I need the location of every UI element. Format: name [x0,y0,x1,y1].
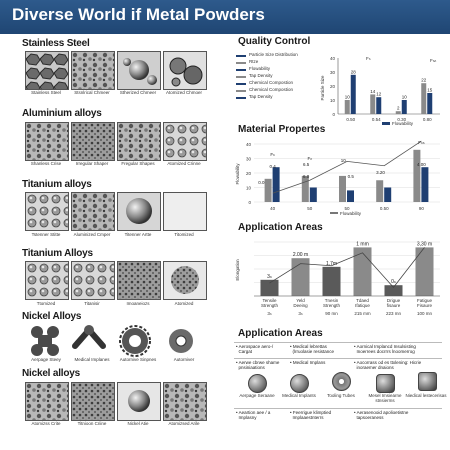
data-label: 3.20 [376,170,385,175]
data-label: 0ₙ [391,279,396,286]
bullet: • Aocorrass od es ttxlening: Hicrie inoraemer dnaions [354,360,422,370]
y-tick-label: 40 [245,142,251,147]
image-caption: Stsnlrical Chmeer [74,90,110,95]
bar [347,190,354,202]
data-label: 3,30 m [416,241,433,248]
bar [323,267,341,296]
x-sub-label: 223 mn [385,311,402,316]
automotive-part-2 [169,329,193,353]
image-caption: Nickel Atie [127,421,149,426]
medical-implant-icon [290,374,309,393]
data-label: 0.5 [347,174,354,179]
x-tick-label: Fatigue [416,298,433,303]
section-heading-nickel-alloys-2: Nickel alloys [22,368,80,379]
powder-image [25,382,69,421]
image-caption: Titenner Artte [124,232,152,237]
application-areas-heading-2: Application Areas [238,328,323,339]
powder-image [25,122,69,161]
bar [351,75,356,114]
top-label: Fₙₙ [430,58,437,63]
data-label: 0.0 [258,180,265,185]
image-caption: Atomized Crinne [167,161,201,166]
image-caption: Atomizss Crite [31,421,61,426]
section-heading-aluminium-alloys: Aluminium alloys [22,108,102,119]
x-sub-label: 90 mn [325,311,338,316]
x-tick-label: Tdaed [356,298,369,303]
image-caption: Tstenner Stitte [31,232,61,237]
y-axis-label: Elongation [235,259,240,281]
medical-device-icon [418,372,437,391]
app-label: Medical Implants [282,393,316,398]
y-tick-label: 0 [248,200,251,205]
x-tick-label: 50 [307,206,313,211]
bar [265,179,272,202]
data-label: 1 mm [356,241,369,248]
bar [421,83,426,114]
bullet: • Feerrigue klimptied Implaaestnterrs [290,410,332,420]
data-label: 10 [340,158,346,163]
powder-image [117,192,161,231]
data-label: 22 [421,77,427,83]
app-label: Mesel Imsiearne stnsierms [368,393,402,403]
image-caption: Irregular Shaper [75,161,109,166]
legend-swatch [330,212,338,214]
y-axis-label: Flowability [235,163,240,185]
section-heading-titanium-alloys-2: Titanium Alloys [22,248,93,259]
x-tick-label: 0.50 [346,117,356,122]
bullet: • Aeartion aee / a Implasny [236,410,271,420]
bar [416,247,434,296]
info-panel [226,34,450,450]
bar [421,167,428,202]
data-label: 3ₙ [267,273,272,280]
y-tick-label: 10 [245,185,251,191]
image-caption: Fregular Shapes [121,161,155,166]
bar [413,150,420,202]
page-title: Diverse World if Metal Powders [12,5,265,24]
y-tick-label: 20 [329,84,335,89]
powder-image [117,261,161,300]
x-sub-label: 3ₙ [298,311,303,316]
top-label: Fₙ [307,156,313,161]
automotive-part [120,326,150,356]
powder-image [117,382,161,421]
bullet: • Medical lebrettas (lrruolasie resistance [290,344,335,354]
powder-image [25,51,69,90]
data-label: 10 [401,94,407,100]
section-heading-titanium-alloys: Titanium alloys [22,179,92,190]
tooling-icon [332,372,351,391]
data-label: 0.4 [269,164,276,169]
powder-image [117,51,161,90]
x-tick-label: Drigue [386,298,401,303]
trend-line [273,141,422,193]
data-label: 12 [376,91,382,97]
x-tick-label: 0.30 [397,117,407,122]
image-caption: Titomized [174,232,194,237]
data-label: 4.00 [417,162,426,167]
powder-gallery [0,34,226,450]
aerospace-part [31,326,59,356]
bullet: • Aerwe cbrwe shame pnsiniaations [236,360,280,370]
divider [234,408,442,409]
x-tick-label: Yeld [296,298,305,303]
image-caption: Aerpage Steey [31,357,61,362]
x-sub-label: 100 mn [416,311,433,316]
x-tick-label: 90 [418,206,424,211]
bar [376,180,383,202]
app-label: Aerpage Seraane [239,393,275,398]
powder-image [25,192,69,231]
x-sub-label: 215 mm [354,311,371,316]
legend-label: Flowability [392,121,414,126]
metal-implant-icon [376,374,395,393]
image-caption: Atomized Chmoer [165,90,202,95]
legend-label: Flowability [340,211,362,216]
section-heading-stainless-steel: Stainless Steel [22,38,90,49]
x-tick-label: 0.54 [371,117,381,122]
x-tick-label: Fisaure [416,303,433,308]
material-properties-heading: Material Propertes [238,124,326,135]
data-label: 14 [370,88,376,94]
bar [339,176,346,202]
x-tick-label: 0.80 [422,117,432,122]
y-tick-label: 20 [245,171,251,176]
app-label: Niedical lestecerisas [405,393,447,398]
x-tick-label: 50 [344,206,350,211]
bar [384,188,391,203]
aerospace-icon [248,374,267,393]
legend-label: Particle Size Distribution [249,52,298,57]
x-tick-label: Strength [260,303,279,308]
data-label: 2.00 m [292,252,309,259]
x-tick-label: Tensile [262,298,277,303]
x-tick-label: 40 [270,206,276,211]
bar [273,167,280,202]
powder-image [163,192,207,231]
bullet: • Aerasenooid apolioetistne tapsoeraness [354,410,409,420]
legend-label: Tap Density [249,73,273,78]
data-label: 2 [396,105,400,111]
y-tick-label: 0 [332,112,335,117]
x-tick-label: fisaure [386,303,401,308]
image-caption: Stherized Chmeer [119,90,157,95]
bar [396,111,401,114]
data-label: 10 [344,94,350,100]
bar [427,93,432,114]
image-caption: Ttomized [36,301,56,306]
bullet: • Aerospace aero-/ Cargat [236,344,274,354]
material-chart [234,138,444,220]
x-tick-label: 0.50 [379,206,389,211]
bar [370,94,375,114]
image-caption: Autorniver [173,357,195,362]
y-tick-label: 30 [245,156,251,162]
powder-image [163,261,207,300]
image-caption: Aluminized Cmper [73,232,111,237]
bar [310,188,317,203]
section-heading-nickel-alloys: Nickel Alloys [22,311,82,322]
bar [376,97,381,114]
y-tick-label: 10 [329,98,335,103]
powder-image [117,122,161,161]
image-caption: Medical Implanes [74,357,110,362]
top-label: Fₙₙ [418,140,425,145]
legend-label: Chemical Compostion [249,80,294,85]
image-caption: Stainless Steel [31,90,61,95]
image-caption: Atomizsed Arile [168,421,200,426]
legend-label: Tap Density [249,94,273,99]
powder-image [71,382,115,421]
image-caption: Titanisir [84,301,100,306]
powder-image [71,192,115,231]
medical-part [75,325,103,346]
top-label: Fₙ [366,56,371,61]
application-chart [234,236,444,320]
application-areas-heading: Application Areas [238,222,323,233]
image-caption: Atomized [174,301,194,306]
quality-legend [236,52,318,101]
x-tick-label: Deeing [293,303,308,308]
legend-label: Flowability [249,66,271,71]
divider [234,342,442,343]
x-tick-label: Strength [322,303,341,308]
x-tick-label: Ifatique [355,303,370,308]
x-tick-label: Tnesin [324,298,339,303]
y-axis-label: Particle Size [320,75,325,101]
data-label: 28 [350,69,356,75]
bullet: • Aornical Implancd Insulsisting Inoerrees docrrrs lnoomerrog [354,344,416,354]
image-caption: Imoaneiozs [126,301,150,306]
top-label: Fₙ [270,152,275,157]
powder-image [71,51,115,90]
quality-chart [320,48,444,132]
bar [354,247,372,296]
bar [261,280,279,296]
powder-image [163,382,207,421]
powder-image [25,261,69,300]
y-tick-label: 40 [329,56,335,61]
app-label: Tooling Tubes [327,393,355,398]
quality-control-heading: Quality Control [238,36,311,47]
legend-swatch [382,122,390,125]
powder-image [71,261,115,300]
bar [345,100,350,114]
powder-image [71,122,115,161]
bullet: • Medical Implans [290,360,326,365]
powder-image [163,51,207,90]
image-caption: Titnioon Criine [77,421,107,426]
x-sub-label: 3ₙ [267,311,272,316]
data-label: 15 [427,87,433,93]
data-label: 1,7m [325,260,338,267]
bar [302,176,309,202]
legend-label: Rtze [249,59,259,64]
image-caption: Shanless Crise [30,161,62,166]
y-tick-label: 30 [329,70,335,75]
title-banner [0,0,450,34]
bar [402,100,407,114]
legend-label: Chemical Compostion [249,87,294,92]
divider [234,358,442,359]
data-label: 6.5 [302,162,310,167]
powder-image [163,122,207,161]
data-label: 6.0 [302,174,310,179]
image-caption: Autornive Sinpnes [119,357,157,362]
